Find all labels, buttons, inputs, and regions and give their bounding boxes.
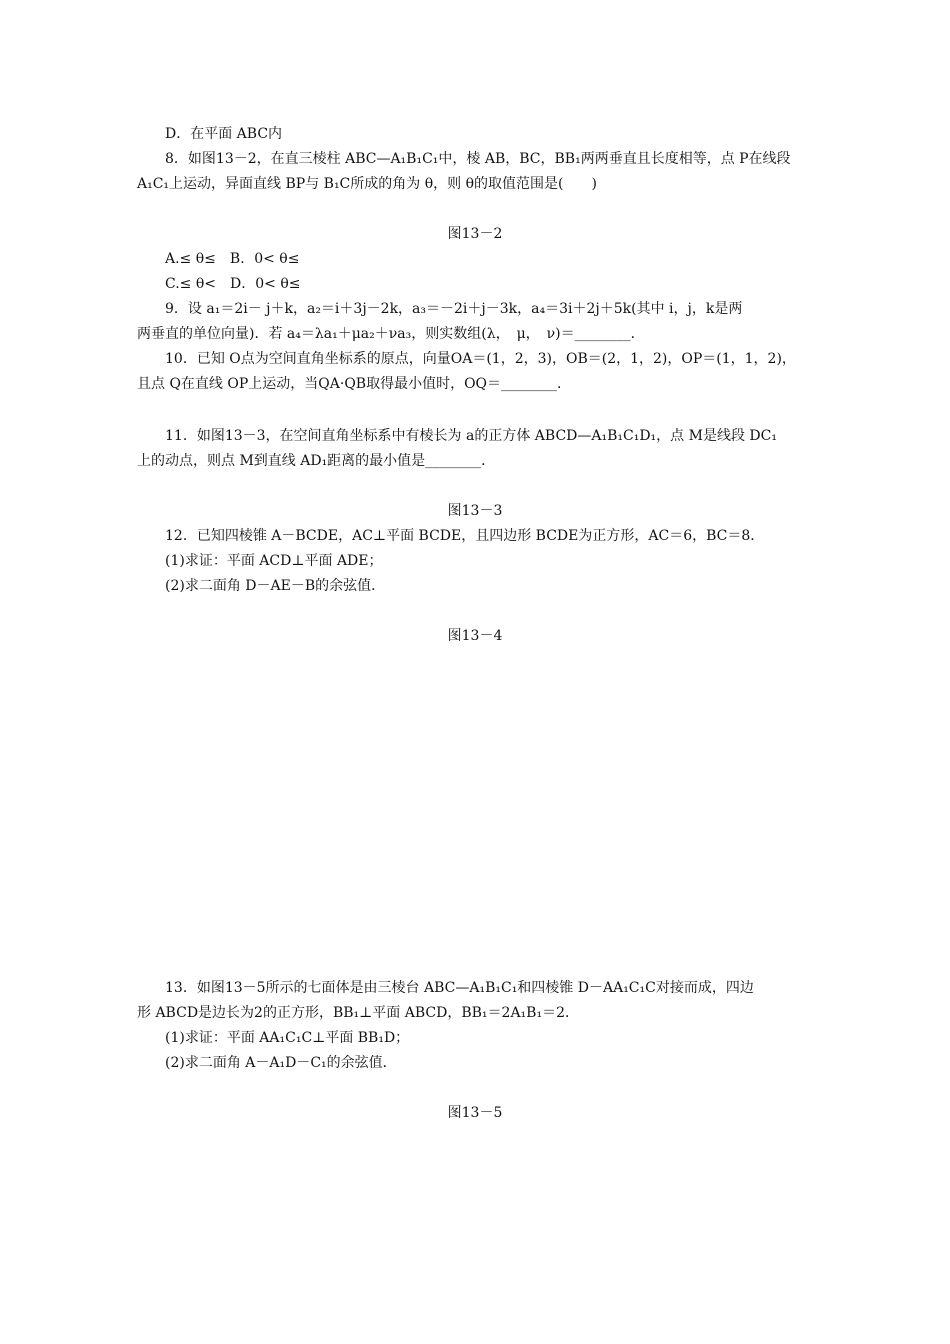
question-11-line-2: 上的动点，则点 M到直线 AD₁距离的最小值是________． <box>137 453 496 469</box>
text-line: D．在平面 ABC内 <box>165 126 283 142</box>
question-12-part-1: (1)求证：平面 ACD⊥平面 ADE； <box>165 553 383 569</box>
question-11-line-1: 11．如图13－3，在空间直角坐标系中有棱长为 a的正方体 ABCD—A₁B₁C₁D₁，点 M是线段 DC₁ <box>165 428 777 444</box>
question-12-part-2: (2)求二面角 D－AE－B的余弦值． <box>165 578 386 594</box>
option-line: C.≤ θ< D．0< θ≤ <box>165 276 301 292</box>
question-8-line-2: A₁C₁上运动，异面直线 BP与 B₁C所成的角为 θ，则 θ的取值范围是( ) <box>137 176 597 192</box>
question-9-line-2: 两垂直的单位向量)．若 a₄＝λa₁＋μa₂＋νa₃，则实数组(λ， μ， ν)＝________． <box>137 326 645 342</box>
question-9-line-1: 9．设 a₁＝2i－ j＋k，a₂＝i＋3j－2k，a₃＝－2i＋j－3k，a₄＝3i＋2j＋5k(其中 i，j，k是两 <box>165 301 743 317</box>
question-10-line-2: 且点 Q在直线 OP上运动，当QA·QB取得最小值时，OQ＝________． <box>137 376 572 392</box>
figure-caption: 图13－4 <box>447 628 503 644</box>
question-12-line-1: 12．已知四棱锥 A－BCDE，AC⊥平面 BCDE，且四边形 BCDE为正方形，AC＝6，BC＝8． <box>165 528 765 544</box>
figure-caption: 图13－2 <box>447 226 503 242</box>
question-13-part-2: (2)求二面角 A－A₁D－C₁的余弦值． <box>165 1055 397 1071</box>
question-13-part-1: (1)求证：平面 AA₁C₁C⊥平面 BB₁D； <box>165 1030 410 1046</box>
option-line: A.≤ θ≤ B．0< θ≤ <box>165 251 300 267</box>
question-13-line-1: 13．如图13－5所示的七面体是由三棱台 ABC—A₁B₁C₁和四棱锥 D－AA₁C₁C对接而成，四边 <box>165 980 754 996</box>
figure-caption: 图13－3 <box>447 503 503 519</box>
question-10-line-1: 10．已知 O点为空间直角坐标系的原点，向量OA＝(1，2，3)，OB＝(2，1，2)，OP＝(1，1，2)， <box>165 351 796 367</box>
question-13-line-2: 形 ABCD是边长为2的正方形，BB₁⊥平面 ABCD，BB₁＝2A₁B₁＝2． <box>137 1005 579 1021</box>
question-8-line-1: 8．如图13－2，在直三棱柱 ABC—A₁B₁C₁中，棱 AB，BC，BB₁两两垂直且长度相等，点 P在线段 <box>165 151 791 167</box>
figure-caption: 图13－5 <box>447 1105 503 1121</box>
